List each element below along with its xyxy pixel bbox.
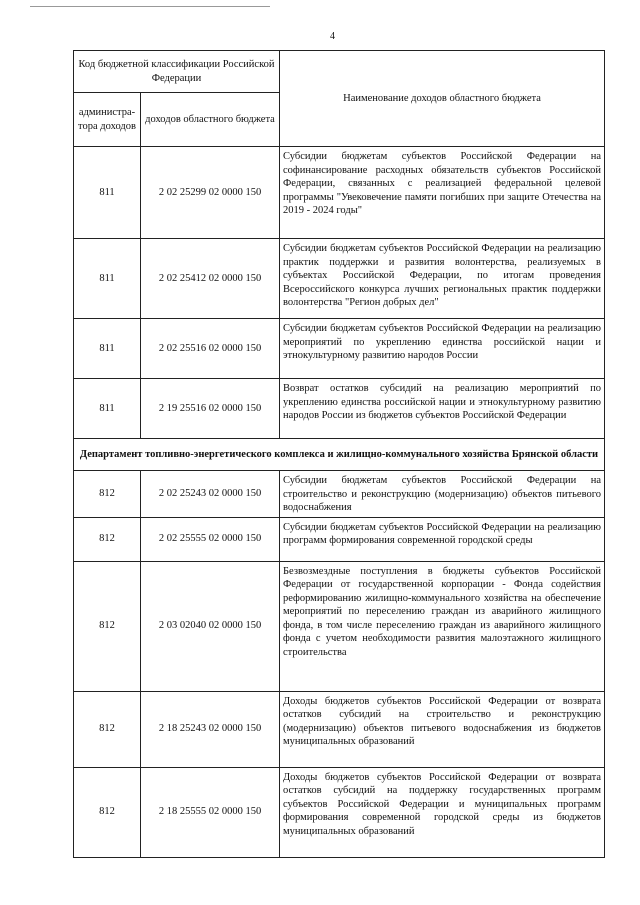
section-title: Департамент топливно-энергетического комплекса и жилищно-коммунального хозяйства Брянской области — [74, 439, 605, 471]
income-name-cell: Субсидии бюджетам субъектов Российской Федерации на реализацию программ формирования современной городской среды — [280, 517, 605, 561]
income-name-cell: Доходы бюджетов субъектов Российской Федерации от возврата остатков субсидий на поддержку государственных программ субъектов Российской Федерации и муниципальных программ формирования современной городской среды из бюджетов муниципальных образований — [280, 767, 605, 857]
income-code-cell: 2 03 02040 02 0000 150 — [141, 561, 280, 691]
income-code-cell: 2 02 25243 02 0000 150 — [141, 471, 280, 518]
admin-code-cell: 811 — [74, 379, 141, 439]
income-code-cell: 2 18 25243 02 0000 150 — [141, 691, 280, 767]
income-name-cell: Возврат остатков субсидий на реализацию мероприятий по укреплению единства российской нации и этнокультурному развитию народов России из бюджетов субъектов Российской Федерации — [280, 379, 605, 439]
income-name-cell: Безвозмездные поступления в бюджеты субъектов Российской Федерации от государственной корпорации - Фонда содействия реформированию жилищно-коммунального хозяйства на обеспечение мероприятий по переселению граждан из аварийного жилищного фонда, в том числе переселению граждан из аварийного жилищного фонда с учетом необходимости развития малоэтажного жилищного строительства — [280, 561, 605, 691]
admin-code-cell: 811 — [74, 147, 141, 239]
admin-code-cell: 812 — [74, 767, 141, 857]
table-row — [74, 561, 605, 691]
page-number: 4 — [330, 31, 335, 42]
admin-code-cell: 811 — [74, 319, 141, 379]
admin-code-cell: 812 — [74, 517, 141, 561]
income-code-cell: 2 02 25299 02 0000 150 — [141, 147, 280, 239]
table-row — [74, 147, 605, 239]
table-row — [74, 691, 605, 767]
income-name-cell: Доходы бюджетов субъектов Российской Федерации от возврата остатков субсидий на строительство и реконструкцию (модернизацию) объектов питьевого водоснабжения из бюджетов муниципальных образований — [280, 691, 605, 767]
admin-code-cell: 812 — [74, 691, 141, 767]
table-row — [74, 767, 605, 857]
header-col-code: доходов областного бюджета — [141, 93, 280, 147]
admin-code-cell: 811 — [74, 239, 141, 319]
header-col-admin: администра-тора доходов — [74, 93, 141, 147]
table-row — [74, 471, 605, 518]
header-col-name: Наименование доходов областного бюджета — [280, 51, 605, 147]
income-name-cell: Субсидии бюджетам субъектов Российской Федерации на реализацию мероприятий по укреплению единства российской нации и этнокультурному развитию народов России — [280, 319, 605, 379]
income-code-cell: 2 02 25516 02 0000 150 — [141, 319, 280, 379]
income-code-cell: 2 02 25555 02 0000 150 — [141, 517, 280, 561]
income-name-cell: Субсидии бюджетам субъектов Российской Федерации на строительство и реконструкцию (модернизацию) объектов питьевого водоснабжения — [280, 471, 605, 518]
budget-classification-table — [73, 50, 605, 858]
income-name-cell: Субсидии бюджетам субъектов Российской Федерации на реализацию практик поддержки и развития волонтерства, реализуемых в субъектах Российской Федерации, по итогам проведения Всероссийского конкурса лучших региональных практик поддержки волонтерства "Регион добрых дел" — [280, 239, 605, 319]
income-code-cell: 2 02 25412 02 0000 150 — [141, 239, 280, 319]
table-row — [74, 517, 605, 561]
admin-code-cell: 812 — [74, 471, 141, 518]
header-group-title: Код бюджетной классификации Российской Федерации — [74, 51, 280, 93]
income-code-cell: 2 19 25516 02 0000 150 — [141, 379, 280, 439]
table-row — [74, 379, 605, 439]
table-row — [74, 319, 605, 379]
admin-code-cell: 812 — [74, 561, 141, 691]
income-code-cell: 2 18 25555 02 0000 150 — [141, 767, 280, 857]
income-name-cell: Субсидии бюджетам субъектов Российской Федерации на софинансирование расходных обязательств субъектов Российской Федерации, связанных с реализацией федеральной целевой программы "Увековечение памяти погибших при защите Отечества на 2019 - 2024 годы" — [280, 147, 605, 239]
table-row — [74, 239, 605, 319]
top-rule — [30, 6, 270, 7]
